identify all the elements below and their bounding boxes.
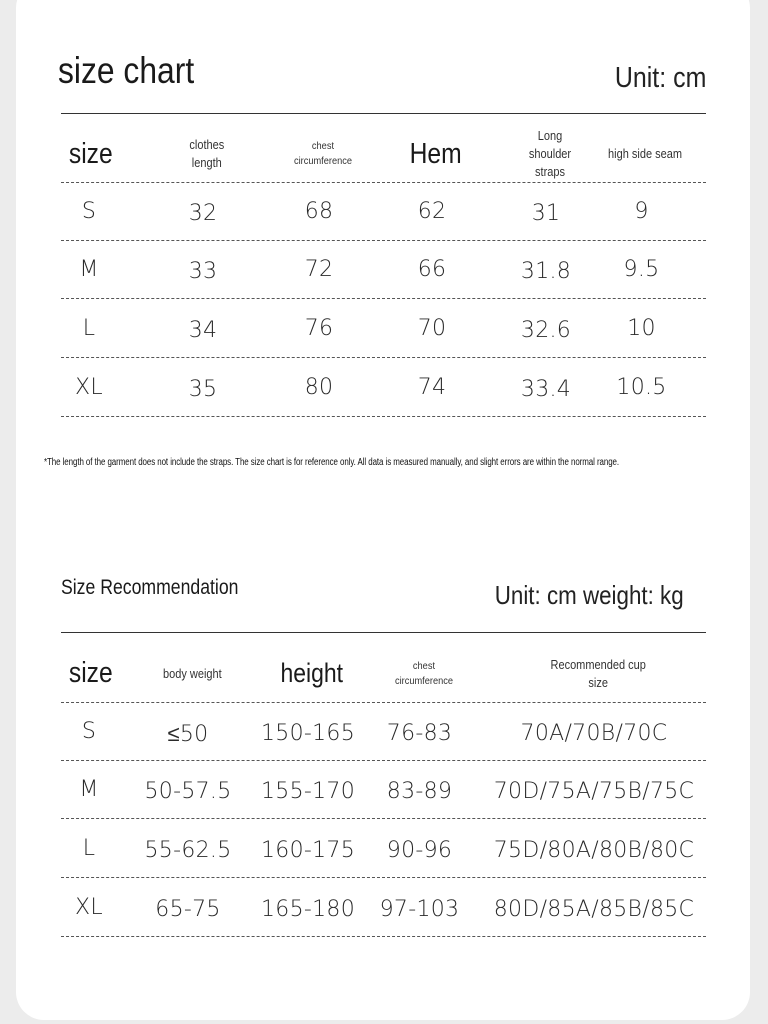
recommendation-row-l (61, 819, 706, 877)
cell-chest: 76 (304, 315, 334, 341)
rec-cell-chest: 97-103 (379, 896, 460, 922)
rec-cell-height: 160-175 (260, 837, 356, 863)
rec-cell-height: 165-180 (260, 896, 356, 922)
size-chart-unit: Unit: cm (614, 62, 706, 94)
cell-side-seam: 9 (634, 199, 649, 224)
cell-straps: 31 (531, 201, 561, 226)
size-chart-row-s (61, 183, 706, 240)
rec-cell-height: 155-170 (260, 779, 356, 804)
header-clothes-length: clothes length (189, 138, 225, 170)
rec-header-chest-circumference: chest circumference (394, 659, 453, 687)
recommendation-row-s (61, 703, 706, 760)
cell-straps: 33.4 (520, 376, 572, 402)
cell-clothes-length: 33 (188, 259, 218, 284)
cell-side-seam: 9.5 (623, 257, 660, 282)
rec-cell-size: M (79, 777, 99, 802)
rec-cell-chest: 76-83 (386, 721, 453, 746)
cell-chest: 80 (304, 374, 334, 400)
rec-cell-size: L (82, 835, 96, 861)
recommendation-title: Size Recommendation (61, 576, 239, 599)
recommendation-top-rule (61, 632, 706, 633)
size-chart-top-rule (61, 113, 706, 114)
rec-cell-height: 150-165 (260, 721, 356, 746)
cell-clothes-length: 34 (188, 317, 218, 343)
size-chart-row-xl (61, 358, 706, 416)
rec-header-body-weight: body weight (162, 666, 222, 681)
cell-size: XL (75, 374, 103, 400)
rec-cell-cup-size: 80D/85A/85B/85C (493, 896, 695, 922)
recommendation-row-m (61, 761, 706, 818)
cell-size: M (79, 257, 99, 282)
rec-header-height: height (280, 658, 344, 688)
rec-cell-cup-size: 70A/70B/70C (520, 721, 668, 746)
header-long-shoulder-straps: Long shoulder straps (528, 129, 572, 179)
rec-cell-body-weight: 65-75 (155, 896, 221, 922)
row-divider (61, 936, 706, 937)
cell-clothes-length: 35 (188, 376, 218, 402)
size-chart-title: size chart (58, 50, 195, 91)
size-chart-row-m (61, 241, 706, 298)
rec-cell-body-weight: ≤50 (167, 721, 209, 747)
header-high-side-seam: high side seam (608, 147, 683, 161)
rec-cell-body-weight: 55-62.5 (144, 837, 232, 863)
size-chart-footnote: *The length of the garment does not include the straps. The size chart is for reference only. All data is measured manually, and slight errors are within the normal range. (44, 457, 620, 468)
rec-cell-chest: 90-96 (386, 837, 453, 863)
cell-chest: 72 (304, 257, 334, 282)
rec-cell-size: S (81, 719, 97, 744)
size-chart-row-l (61, 299, 706, 357)
rec-cell-chest: 83-89 (386, 779, 453, 804)
cell-straps: 31.8 (520, 259, 572, 284)
rec-header-size: size (68, 657, 113, 689)
cell-straps: 32.6 (520, 317, 572, 343)
cell-hem: 66 (417, 257, 447, 282)
cell-hem: 62 (417, 199, 447, 224)
cell-size: L (82, 315, 96, 341)
size-chart-header-row (61, 126, 706, 182)
header-hem: Hem (409, 137, 463, 170)
recommendation-row-xl (61, 878, 706, 936)
cell-hem: 74 (417, 374, 447, 400)
rec-cell-size: XL (75, 894, 103, 920)
header-chest-circumference: chest circumference (293, 140, 353, 167)
cell-chest: 68 (304, 199, 334, 224)
cell-side-seam: 10 (627, 315, 656, 341)
cell-size: S (81, 199, 97, 224)
cell-side-seam: 10.5 (616, 374, 667, 400)
rec-header-recommended-cup-size: Recommended cup size (550, 657, 646, 690)
rec-cell-cup-size: 70D/75A/75B/75C (493, 779, 695, 804)
cell-hem: 70 (417, 315, 447, 341)
rec-cell-cup-size: 75D/80A/80B/80C (493, 837, 695, 863)
header-size: size (68, 137, 113, 170)
recommendation-unit: Unit: cm weight: kg (495, 580, 684, 610)
rec-cell-body-weight: 50-57.5 (144, 779, 232, 804)
row-divider (61, 416, 706, 417)
recommendation-header-row (61, 645, 706, 702)
cell-clothes-length: 32 (188, 201, 218, 226)
